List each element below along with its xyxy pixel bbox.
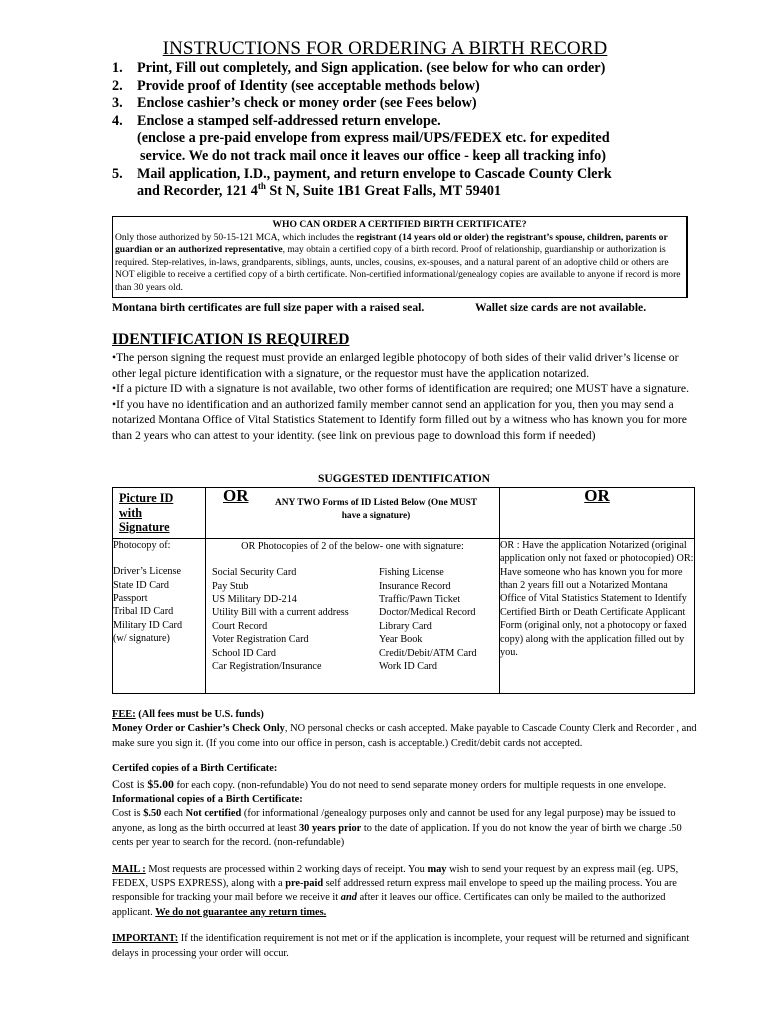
list-item: Court Record	[212, 620, 268, 632]
mail-emphasis: may	[427, 863, 447, 875]
page-title: INSTRUCTIONS FOR ORDERING A BIRTH RECORD	[162, 38, 608, 59]
size-note-right: Wallet size cards are not available.	[475, 301, 647, 314]
certified-paragraph	[112, 762, 702, 793]
list-item: Fishing License	[379, 567, 444, 579]
mail-text: wish to send your request by an express mail (eg. UPS, FEDEX, USPS EXPRESS), along with a	[112, 863, 679, 890]
two-forms-left-column	[212, 566, 379, 673]
table-body-row	[113, 538, 695, 693]
certified-text: Cost is	[112, 776, 148, 791]
identification-paragraph: •If a picture ID with a signature is not available, two other forms of identification are required; one MUST have a signature.	[112, 382, 689, 396]
who-text: , may obtain a certified copy of a birth record. Proof of relationship, guardianship or authorization is required. Step-relatives, in-laws, grandparents, siblings, aunts, uncles, cousins, ex-spouses, and a natural parent of an adoptive child or others are NOT eligible to receive a certified copy of a birth certificate. Non-certified informational/genealogy copies are available to anyone if record is more than 30 years old.	[115, 244, 681, 293]
mail-paragraph	[112, 863, 702, 921]
list-item: Credit/Debit/ATM Card	[379, 647, 477, 659]
step-number: 4.	[112, 112, 123, 129]
who-can-order-box	[112, 216, 688, 298]
header-line: Signature	[119, 520, 170, 535]
mail-label: MAIL :	[112, 863, 146, 875]
list-item: Library Card	[379, 620, 432, 632]
mail-text: self addressed return express mail envelope to speed up the mailing process. You are responsible for tracking your mail before we receive it	[112, 878, 677, 904]
step-text: Mail application, I.D., payment, and return envelope to Cascade County Clerk	[137, 165, 612, 182]
step-number: 1.	[112, 60, 123, 76]
list-item: Social Security Card	[212, 567, 297, 579]
fee-label: FEE:	[112, 709, 136, 720]
list-item: Military ID Card	[113, 619, 183, 631]
notarized-option-text: OR : Have the application Notarized (original application only not faxed or photocopied) OR: Have someone who has known you for more than 2 years fill out a Notarized Montana Office of Vital Statistics Statement to Identify Certified Birth or Death Certificate Applicant Form (original only, not a photocopy or faxed copy) along with the application filled out by you.	[500, 538, 695, 693]
list-item: Traffic/Pawn Ticket	[379, 594, 461, 605]
list-item: Voter Registration Card	[212, 634, 309, 646]
mail-emphasis: and	[340, 892, 357, 904]
who-can-order-heading: WHO CAN ORDER A CERTIFIED BIRTH CERTIFICATE?	[272, 219, 527, 230]
two-forms-header	[206, 488, 500, 539]
step-item	[112, 60, 712, 78]
list-item: US Military DD-214	[212, 594, 297, 605]
list-item: Work ID Card	[379, 661, 438, 673]
list-subheading: OR Photocopies of 2 of the below- one with signature:	[241, 540, 464, 552]
identification-paragraph: •The person signing the request must provide an enlarged legible photocopy of both sides of their valid driver’s license or other legal picture identification with a signature, or the requestor must have the application notarized.	[112, 351, 679, 380]
address-superscript: th	[257, 181, 266, 192]
who-text-bold: registrant (14 years old or older) the registrant’s spouse, children, parents or guardian or an authorized representative	[115, 231, 668, 256]
fees-section	[112, 708, 702, 961]
list-item: State ID Card	[113, 579, 170, 591]
list-item: Driver’s License	[113, 566, 181, 578]
certified-cost: $5.00	[147, 776, 174, 791]
informational-text: to the date of application. If you do not know the year of birth we charge .50 cents per year to search for the record. (non-refundable)	[112, 822, 682, 849]
mail-emphasis: pre-paid	[285, 878, 324, 890]
list-item: Pay Stub	[212, 580, 249, 592]
step-number: 5.	[112, 165, 123, 182]
mail-text: Most requests are processed within 2 working days of receipt. You	[145, 863, 428, 875]
address-part: St N, Suite 1B1 Great Falls, MT 59401	[265, 183, 502, 200]
who-text: Only those authorized by 50-15-121 MCA, which includes the	[115, 231, 357, 243]
notarized-header	[500, 488, 695, 539]
fee-label-note: (All fees must be U.S. funds)	[135, 709, 264, 720]
picture-id-list	[113, 538, 206, 693]
instruction-steps	[112, 60, 712, 201]
mail-text: after it leaves our office. Certificates can only be mailed to the authorized applicant.	[112, 892, 666, 918]
list-subheading: Photocopy of:	[113, 539, 171, 551]
identification-paragraph: •If you have no identification and an authorized family member cannot send an application for you, then you may send a notarized Montana Office of Vital Statistics Statement to Identify form filled out by a witness who has known you for more than 2 years who can attest to your identity. (see link on previous page to download this form if needed)	[112, 397, 687, 442]
informational-text: Cost is	[112, 808, 144, 820]
list-item: Car Registration/Insurance	[212, 661, 322, 673]
informational-text: each	[161, 808, 186, 820]
picture-id-header	[113, 488, 206, 539]
certified-text: for each copy. (non-refundable) You do not need to send separate money orders for multiple requests in one envelope.	[173, 779, 667, 791]
list-item: Doctor/Medical Record	[379, 607, 476, 619]
important-text: If the identification requirement is not met or if the application is incomplete, your request will be returned and significant delays in processing your order will occur.	[112, 933, 690, 959]
fee-paragraph	[112, 708, 702, 751]
list-item: Insurance Record	[379, 580, 451, 592]
step-item	[112, 95, 712, 113]
two-forms-right-column	[379, 566, 499, 673]
identification-text	[112, 350, 692, 444]
or-label: OR	[223, 486, 249, 505]
table-header-row	[113, 488, 695, 539]
step-note: (enclose a pre-paid envelope from express mail/UPS/FEDEX etc. for expedited	[137, 130, 610, 147]
informational-cost: $.50	[143, 808, 162, 820]
header-line: Picture ID	[119, 491, 174, 505]
step-text: Enclose a stamped self-addressed return envelope.	[137, 112, 441, 129]
list-item: (w/ signature)	[113, 633, 170, 645]
size-note	[112, 301, 712, 314]
informational-not-certified: Not certified	[185, 808, 242, 820]
mailing-address	[137, 183, 712, 201]
two-forms-list	[206, 538, 500, 693]
suggested-id-heading: SUGGESTED IDENTIFICATION	[317, 472, 491, 485]
list-item: Tribal ID Card	[113, 606, 174, 618]
step-text: Provide proof of Identity (see acceptable methods below)	[137, 77, 480, 94]
step-number: 2.	[112, 77, 123, 94]
informational-years: 30 years prior	[298, 822, 362, 834]
two-forms-header-text: ANY TWO Forms of ID Listed Below (One MUST have a signature)	[274, 498, 478, 521]
step-number: 3.	[112, 95, 123, 112]
informational-paragraph	[112, 793, 702, 851]
fee-payment-type: Money Order or Cashier’s Check Only	[112, 723, 285, 735]
list-item: School ID Card	[212, 647, 276, 659]
list-item: Year Book	[379, 634, 423, 646]
identification-heading: IDENTIFICATION IS REQUIRED	[112, 331, 350, 348]
step-item	[112, 166, 712, 201]
informational-heading: Informational copies of a Birth Certificate:	[112, 794, 303, 806]
step-note: service. We do not track mail once it leaves our office - keep all tracking info)	[140, 147, 607, 164]
size-note-left: Montana birth certificates are full size paper with a raised seal.	[112, 301, 425, 314]
step-item	[112, 78, 712, 96]
mail-guarantee: We do not guarantee any return times.	[155, 906, 327, 918]
list-item: Utility Bill with a current address	[212, 607, 349, 619]
header-line: with	[119, 505, 143, 520]
informational-text: (for informational /genealogy purposes only and cannot be used for any legal purpose) may be issued to anyone, as long as the birth occurred at least	[112, 808, 676, 834]
important-label: IMPORTANT:	[112, 933, 179, 945]
or-label: OR	[584, 486, 610, 505]
step-text: Print, Fill out completely, and Sign application. (see below for who can order)	[137, 60, 606, 76]
certified-heading: Certifed copies of a Birth Certificate:	[112, 763, 278, 775]
fee-text: , NO personal checks or cash accepted. Make payable to Cascade County Clerk and Recorder , and make sure you sign it. (If you come into our office in person, cash is acceptable.) Credit/debit cards not accepted.	[112, 723, 697, 749]
important-paragraph	[112, 932, 702, 961]
list-item: Passport	[113, 593, 148, 604]
address-part: and Recorder, 121 4	[137, 183, 258, 200]
suggested-id-table	[112, 487, 695, 694]
step-text: Enclose cashier’s check or money order (see Fees below)	[137, 95, 477, 112]
step-item	[112, 113, 712, 166]
